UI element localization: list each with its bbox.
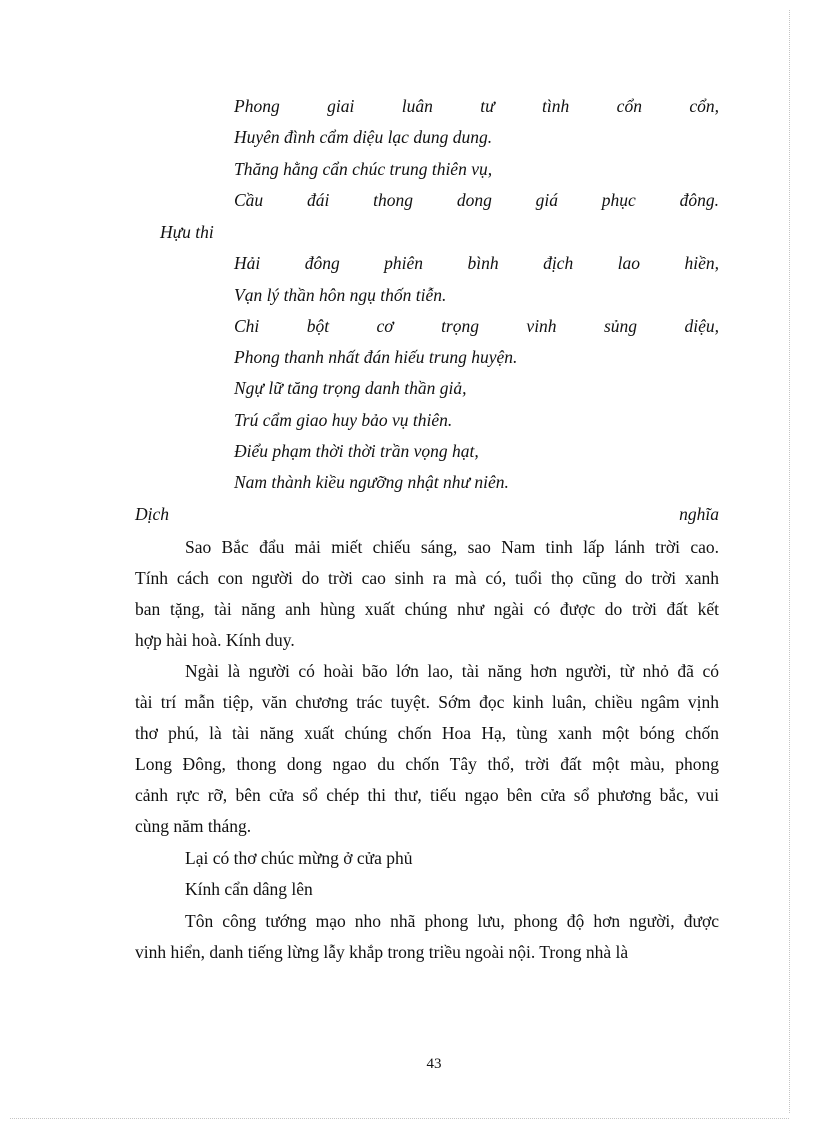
poem2-line-2: Vạn lý thần hôn ngụ thốn tiễn.	[234, 285, 447, 305]
para1-line-4: hợp hài hoà. Kính duy.	[135, 630, 295, 650]
para3-line-2: vinh hiển, danh tiếng lừng lẫy khắp trong triều ngoài nội. Trong nhà là	[135, 942, 629, 962]
page-number: 43	[426, 1056, 442, 1072]
para1-line-1: Sao Bắc đẩu mải miết chiếu sáng, sao Nam tinh lấp lánh trời cao.	[185, 537, 719, 557]
poem1-line-2: Huyên đình cẩm diệu lạc dung dung.	[234, 127, 493, 147]
poem1-line-4: Cầu đái thong dong giá phục đông.	[234, 190, 719, 210]
line-lai-co-tho: Lại có thơ chúc mừng ở cửa phủ	[185, 848, 413, 868]
page-margin-bottom-rule	[10, 1118, 789, 1119]
poem2-line-6: Trú cẩm giao huy bảo vụ thiên.	[234, 410, 453, 430]
para2-line-1: Ngài là người có hoài bão lớn lao, tài năng hơn người, từ nhỏ đã có	[185, 661, 719, 681]
heading-nghia: nghĩa	[679, 504, 719, 524]
para2-line-6: cùng năm tháng.	[135, 816, 252, 836]
para1-line-2: Tính cách con người do trời cao sinh ra mà có, tuổi thọ cũng do trời xanh	[135, 568, 719, 588]
poem2-line-3: Chi bột cơ trọng vinh sủng diệu,	[234, 316, 719, 336]
poem1-line-3: Thăng hằng cẩn chúc trung thiên vụ,	[234, 159, 493, 179]
section-heading-dich-nghia	[135, 503, 719, 525]
para2-line-2: tài trí mẫn tiệp, văn chương trác tuyệt. Sớm đọc kinh luân, chiều ngâm vịnh	[135, 692, 719, 712]
para1-line-3: ban tặng, tài năng anh hùng xuất chúng như ngài có được do trời đất kết	[135, 599, 719, 619]
poem2-line-1: Hải đông phiên bình địch lao hiền,	[234, 253, 719, 273]
page-margin-right-rule	[789, 10, 790, 1113]
para2-line-4: Long Đông, thong dong ngao du chốn Tây thổ, trời đất một màu, phong	[135, 754, 719, 774]
poem1-line-1: Phong giai luân tư tình cổn cổn,	[234, 96, 719, 116]
poem2-line-5: Ngự lữ tăng trọng danh thần giả,	[234, 378, 467, 398]
heading-dich: Dịch	[135, 504, 170, 524]
para3-line-1: Tôn công tướng mạo nho nhã phong lưu, phong độ hơn người, được	[185, 911, 719, 931]
poem2-line-7: Điểu phạm thời thời trần vọng hạt,	[234, 441, 479, 461]
para2-line-3: thơ phú, là tài năng xuất chúng chốn Hoa Hạ, tùng xanh một bóng chốn	[135, 723, 719, 743]
para2-line-5: cảnh rực rỡ, bên cửa sổ chép thi thư, tiếu ngạo bên cửa sổ phương bắc, vui	[135, 785, 719, 805]
line-kinh-can: Kính cẩn dâng lên	[185, 879, 313, 899]
poem2-line-4: Phong thanh nhất đán hiếu trung huyện.	[234, 347, 518, 367]
label-huu-thi: Hựu thi	[160, 222, 214, 242]
poem2-line-8: Nam thành kiều ngưỡng nhật như niên.	[234, 472, 509, 492]
